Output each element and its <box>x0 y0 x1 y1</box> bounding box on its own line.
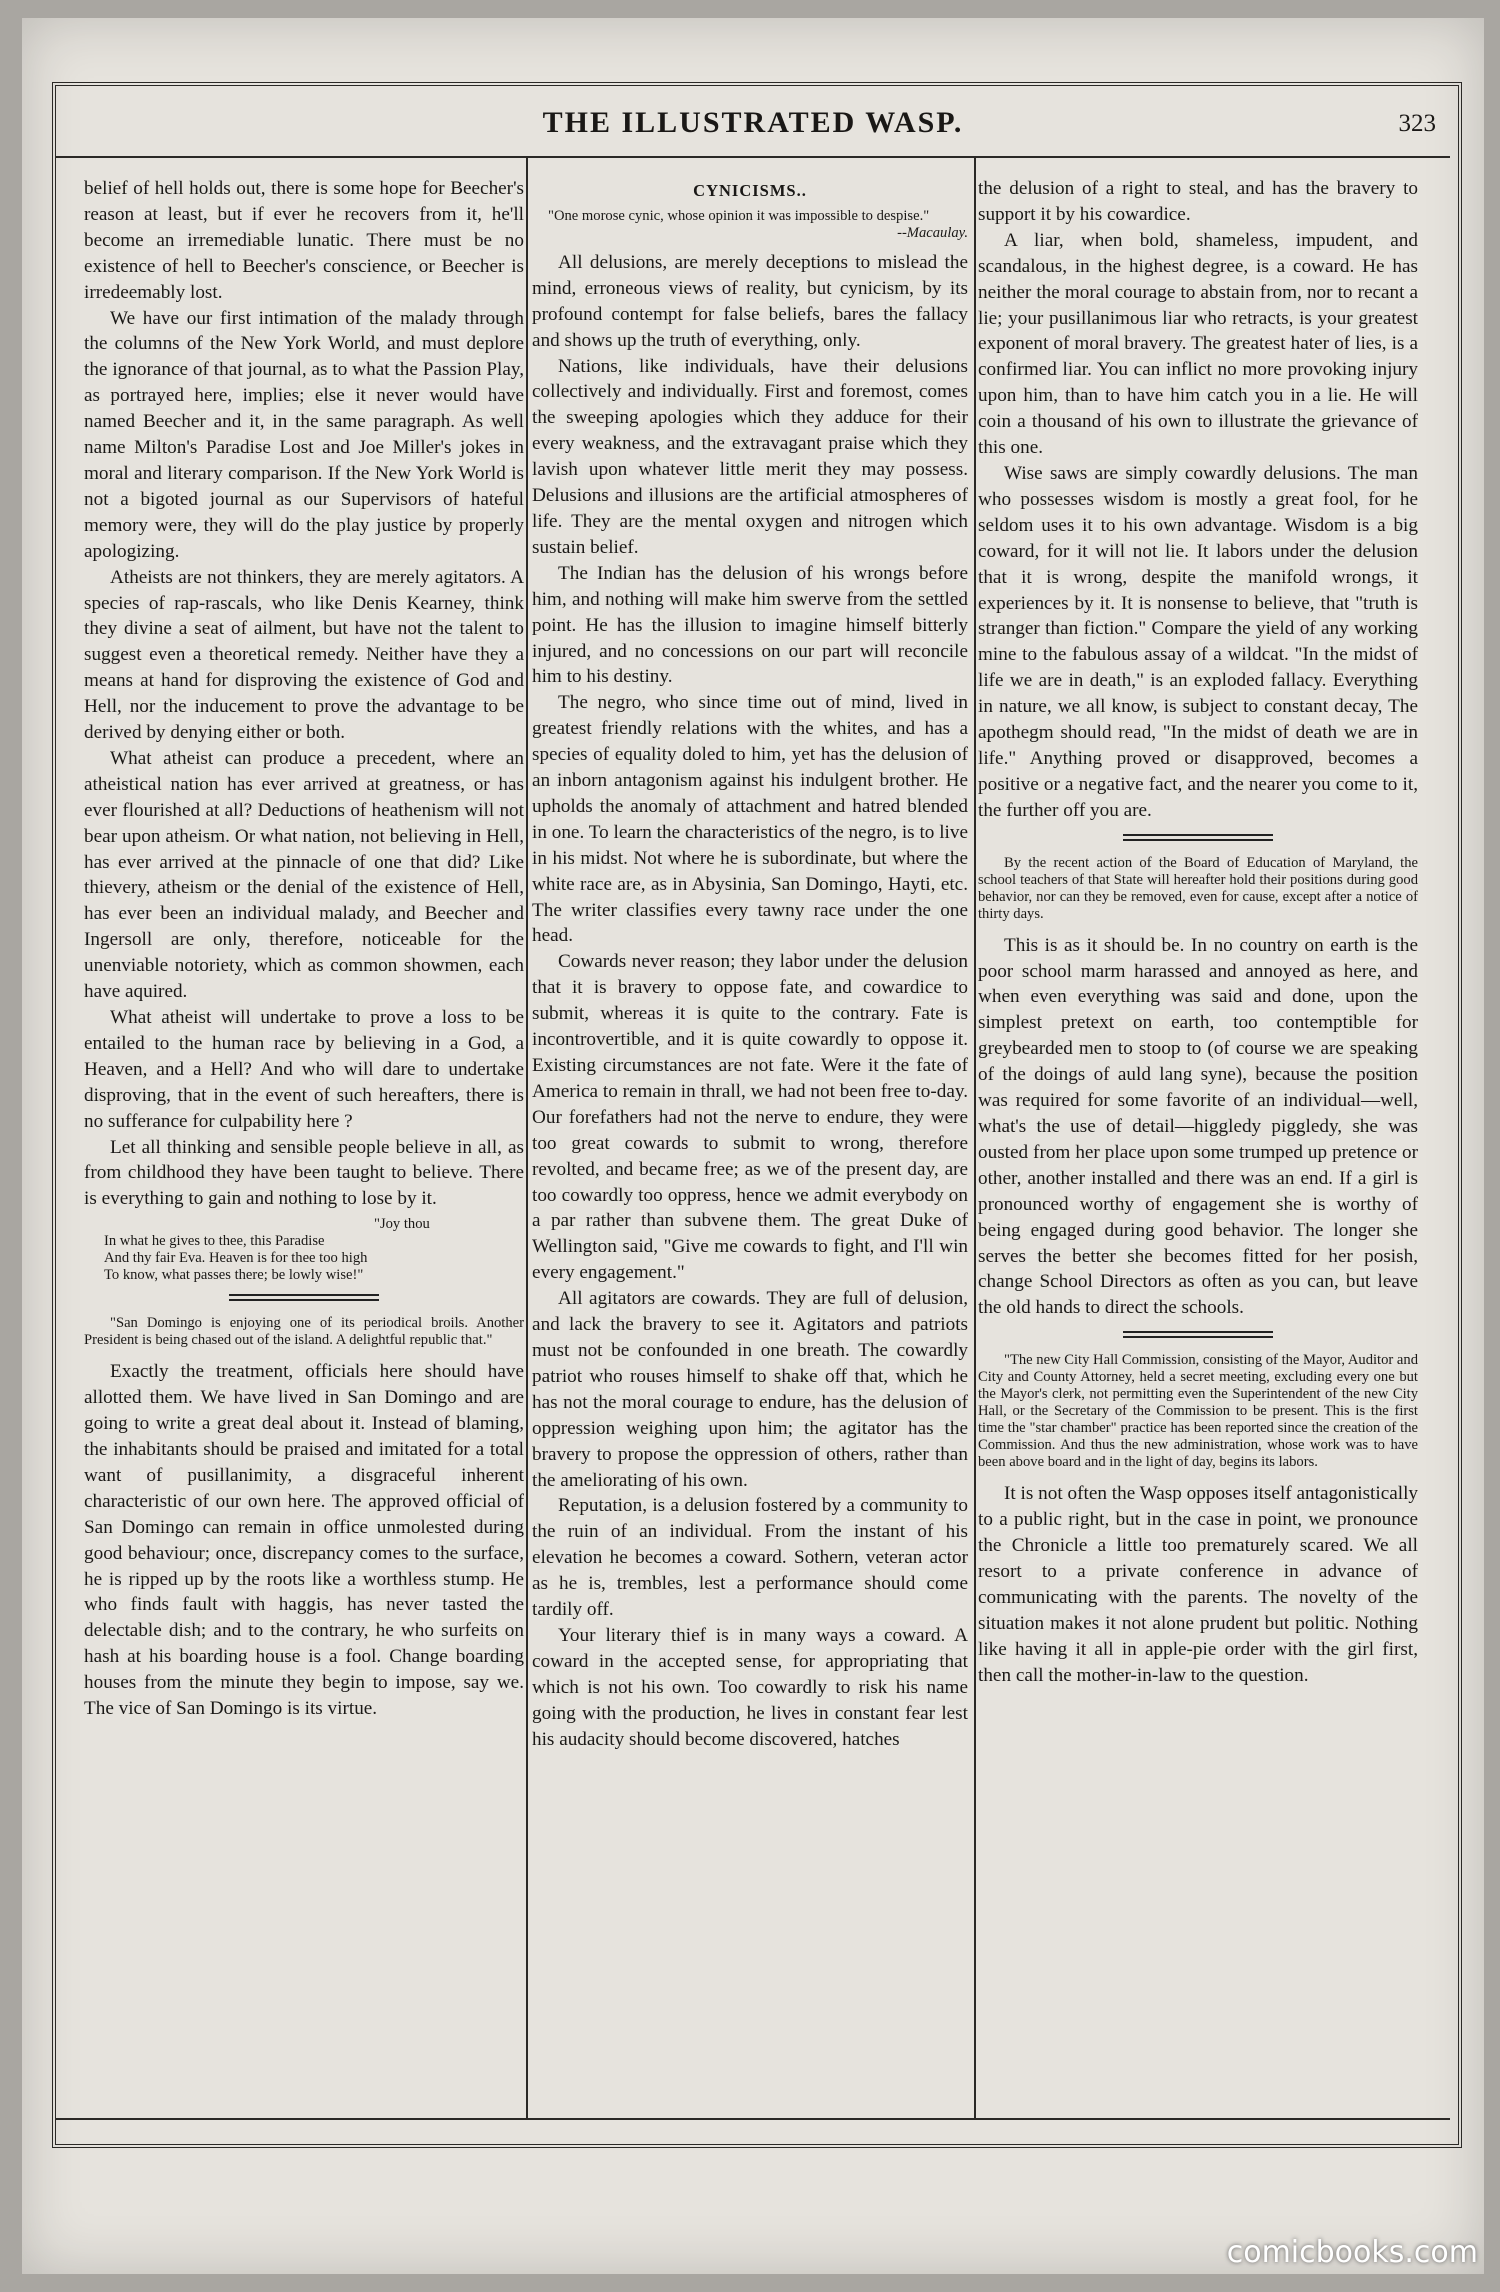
page-header <box>56 106 1450 154</box>
epigraph-text: "One morose cynic, whose opinion it was impossible to despise." <box>548 207 930 224</box>
watermark-text: comicbooks.com <box>1226 2235 1478 2270</box>
news-quote: "San Domingo is enjoying one of its periodical broils. Another President is being chased out of the island. A delightful republic that." <box>84 1315 524 1349</box>
paragraph: The negro, who since time out of mind, lived in greatest friendly relations with the whites, and has a species of equality doled to him, yet has the delusion of an inborn antagonism against his indulgent brother. He upholds the anomaly of attachment and hatred blended in one. To learn the characteristics of the negro, is to live in his midst. Not where he is subordinate, but where the white race are, as in Abysinia, San Domingo, Hayti, etc. The writer classifies every tawny race under the one head. <box>532 692 968 947</box>
paragraph: Nations, like individuals, have their delusions collectively and individually. First and foremost, comes the sweeping apologies which they adduce for their every weakness, and the extravagant praise which they lavish upon whatever little merit they may possess. Delusions and illusions are the artificial atmospheres of life. They are the mental oxygen and nitrogen which sustain belief. <box>532 355 968 558</box>
section-separator <box>1123 1331 1273 1338</box>
column-3 <box>978 176 1418 2116</box>
paragraph: Your literary thief is in many ways a coward. A coward in the accepted sense, for appropriating that which is not his own. Too cowardly to risk his name going with the production, he lives in constant fear lest his audacity should become discovered, hatches <box>532 1624 968 1750</box>
paragraph: Cowards never reason; they labor under the delusion that it is bravery to oppose fate, and cowardice to submit, whereas it is quite to the contrary. Fate is incontrovertible, and it is quite cowardly to oppose it. Existing circumstances are not fate. Were it the fate of America to remain in thrall, we had not been free to-day. Our forefathers had not the nerve to endure, they were too great cowards to submit to wrong, therefore revolted, and became free; as we of the present day, are too cowardly too oppress, hence we admit everybody on a par rather than subvene them. The great Duke of Wellington said, "Give me cowards to fight, and I'll win every engagement." <box>532 951 968 1284</box>
paragraph: Exactly the treatment, officials here should have allotted them. We have lived in San Domingo and are going to write a great deal about it. Instead of blaming, the inhabitants should be praised and imitated for a total want of pusillanimity, a disgraceful inherent characteristic of our own here. The approved official of San Domingo can remain in office unmolested during good behaviour; once, discrepancy comes to the surface, he is ripped up by the roots like a worthless stump. He who finds fault with haggis, has never tasted the delectable dish; and to the contrary, he who surfeits on hash at his boarding house is a fool. Change boarding houses from the minute they begin to impose, say we. The vice of San Domingo is its virtue. <box>84 1361 524 1720</box>
paragraph: It is not often the Wasp opposes itself antagonistically to a public right, but in the case in point, we pronounce the Chronicle a little too prematurely scared. We all resort to a private conference in advance of communicating with the parents. The novelty of the situation makes it not alone prudent but politic. Nothing like having it all in apple-pie order with the girl first, then call the mother-in-law to the question. <box>978 1483 1418 1686</box>
verse-line: And thy fair Eva. Heaven is for thee too high <box>104 1250 368 1267</box>
column-1 <box>84 176 524 2116</box>
paragraph: All agitators are cowards. They are full of delusion, and lack the bravery to see it. Agitators and patriots must not be confounded in one breath. The cowardly patriot who rouses himself to shake off that, which he has not the moral courage to endure, has the delusion of oppression weighing upon him; the agitator has the bravery to propose the oppression of others, rather than the ameliorating of his own. <box>532 1288 968 1491</box>
column-rule-1 <box>526 158 528 2118</box>
section-separator <box>1123 834 1273 841</box>
news-quote: "The new City Hall Commission, consisting of the Mayor, Auditor and City and County Attorney, held a secret meeting, excluding every one but the Mayor's clerk, not permitting even the Superintendent of the new City Hall, or the Secretary of the Commission to be present. This is the first time the "star chamber" practice has been reported since the creation of the Commission. And thus the new administration, whose work was to have been above board and in the light of day, begins its labors. <box>978 1352 1418 1471</box>
paragraph: Atheists are not thinkers, they are merely agitators. A species of rap-rascals, who like Denis Kearney, think they divine a seat of ailment, but have not the talent to suggest even a theoretical remedy. Neither have they a means at hand for disproving the existence of God and Hell, nor the inducement to prove the advantage to be derived by denying either or both. <box>84 566 524 744</box>
article-heading: CYNICISMS.. <box>693 181 807 200</box>
paragraph: What atheist can produce a precedent, where an atheistical nation has ever arrived at greatness, or has ever flourished at all? Deductions of heathenism will not bear upon atheism. Or what nation, not believing in Hell, has ever arrived at the pinnacle of one that did? Like thievery, atheism or the denial of the existence of Hell, has ever been an individual malady, and Beecher and Ingersoll are only, therefore, noticeable for the unenviable notoriety, which as common showmen, each have aquired. <box>84 747 524 1003</box>
bottom-rule <box>56 2118 1450 2120</box>
paragraph: What atheist will undertake to prove a loss to be entailed to the human race by believing in a God, a Heaven, and a Hell? And who will dare to undertake disproving, that in the event of such hereafters, there is no sufferance for culpability here ? <box>84 1007 524 1132</box>
verse-quote <box>84 1216 524 1284</box>
paragraph: A liar, when bold, shameless, impudent, and scandalous, in the highest degree, is a coward. He has neither the moral courage to abstain from, nor to recant a lie; your pusillanimous liar who retracts, is your greatest exponent of moral bravery. The greatest hater of lies, is a confirmed liar. You can inflict no more provoking injury upon him, than to have him catch you in a lie. He will coin a thousand of his own to illustrate the grievance of this one. <box>978 229 1418 459</box>
paragraph: This is as it should be. In no country on earth is the poor school marm harassed and annoyed as here, and when even everything was said and done, upon the simplest pretext on earth, too contemptible for greybearded men to stoop to (of course we are speaking of the doings of auld lang syne), because the position was required for some favorite of an individual—well, what's the use of detail—higgledy piggledy, she was ousted from her place upon some trumped up pretence or other, another installed and there was an end. If a girl is pronounced worthy of engagement she is worthy of being engaged during good behavior. The longer she serves the better she becomes fitted for her posish, change School Directors as often as you can, but leave the old hands to direct the schools. <box>978 934 1418 1319</box>
epigraph <box>532 208 968 242</box>
news-quote: By the recent action of the Board of Education of Maryland, the school teachers of that State will hereafter hold their positions during good behavior, nor can they be removed, even for cause, except after a notice of thirty days. <box>978 854 1418 922</box>
paragraph: the delusion of a right to steal, and has the bravery to support it by his cowardice. <box>978 178 1418 225</box>
paragraph: The Indian has the delusion of his wrongs before him, and nothing will make him swerve from the settled point. He has the illusion to imagine himself bitterly injured, and no concessions on our part will reconcile him to his destiny. <box>532 562 968 688</box>
page-number: 323 <box>1398 110 1436 137</box>
header-rule <box>56 156 1450 158</box>
paragraph: We have our first intimation of the malady through the columns of the New York World, and must deplore the ignorance of that journal, as to what the Passion Play, as portrayed here, implies; else it never would have named Beecher and it, in the same paragraph. As well name Milton's Paradise Lost and Joe Miller's jokes in moral and literary comparison. If the New York World is not a bigoted journal as our Supervisors of hateful memory were, they will do the play justice by properly apologizing. <box>84 307 524 562</box>
verse-line: "Joy thou <box>374 1216 430 1233</box>
masthead-title: THE ILLUSTRATED WASP. <box>542 106 964 139</box>
verse-line: To know, what passes there; be lowly wise!" <box>104 1267 364 1284</box>
paragraph: Let all thinking and sensible people believe in all, as from childhood they have been taught to believe. There is everything to gain and nothing to lose by it. <box>84 1136 524 1210</box>
paragraph: All delusions, are merely deceptions to mislead the mind, erroneous views of reality, but cynicism, by its profound contempt for false beliefs, bares the fallacy and shows up the truth of everything, only. <box>532 251 968 351</box>
verse-line: In what he gives to thee, this Paradise <box>104 1233 325 1250</box>
paragraph: Wise saws are simply cowardly delusions. The man who possesses wisdom is mostly a great fool, for he seldom uses it to his own advantage. Wisdom is a big coward, for it will not lie. It labors under the delusion that it is wrong, despite the manifold wrongs, it experiences by it. It is nonsense to believe, that "truth is stranger than fiction." Compare the yield of any working mine to the fabulous assay of a wildcat. "In the midst of life we are in death," is an exploded fallacy. Everything in nature, we all know, is subject to constant decay, The apothegm should read, "In the midst of death we are in life." Anything proved or disapproved, becomes a positive or a negative fact, and the nearer you come to it, the further off you are. <box>978 462 1418 821</box>
column-rule-2 <box>974 158 976 2118</box>
column-2 <box>532 176 968 2116</box>
section-separator <box>229 1294 379 1301</box>
paragraph: belief of hell holds out, there is some hope for Beecher's reason at least, but if ever he recovers from it, he'll become an irremediable lunatic. There must be no existence of hell to Beecher's conscience, or Beecher is irredeemably lost. <box>84 178 524 303</box>
paragraph: Reputation, is a delusion fostered by a community to the ruin of an individual. From the instant of his elevation he becomes a coward. Sothern, veteran actor as he is, trembles, lest a performance should come tardily off. <box>532 1495 968 1621</box>
epigraph-attribution: --Macaulay. <box>897 224 968 241</box>
